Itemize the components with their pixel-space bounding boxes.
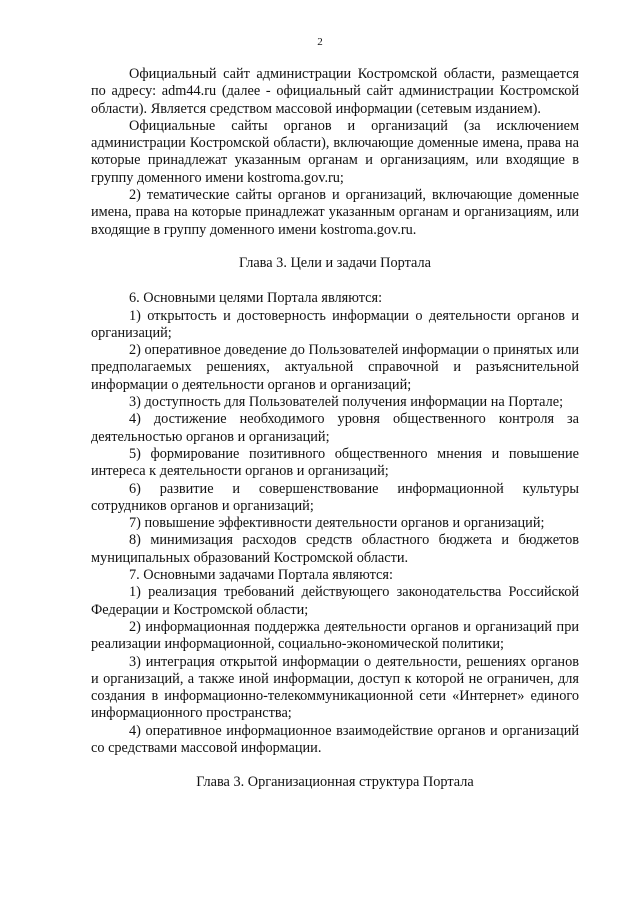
page-number: 2 — [317, 36, 323, 48]
task-item-3: 3) интеграция открытой информации о деятельности, решениях органов и организаций, а также иной информации, доступ к которой не ограничен, для создания в информационно-телекоммуникационной сети «Интернет» единого информационного пространства; — [91, 653, 579, 722]
chapter-heading-structure: Глава 3. Организационная структура Портала — [196, 774, 474, 791]
goal-item-6: 6) развитие и совершенствование информационной культуры сотрудников органов и организаций; — [91, 480, 579, 514]
task-item-1: 1) реализация требований действующего законодательства Российской Федерации и Костромской области; — [91, 584, 579, 618]
chapter-heading-goals: Глава 3. Цели и задачи Портала — [239, 254, 431, 271]
paragraph-thematic-sites: 2) тематические сайты органов и организаций, включающие доменные имена, права на которые принадлежат указанным органам и организациям, или входящие в группу доменного имени kostroma.gov.ru. — [91, 187, 579, 238]
goal-item-5: 5) формирование позитивного общественного мнения и повышение интереса к деятельности органов и организаций; — [91, 445, 579, 480]
goal-item-7: 7) повышение эффективности деятельности органов и организаций; — [129, 515, 545, 532]
paragraph-tasks-intro: 7. Основными задачами Портала являются: — [129, 567, 393, 584]
paragraph-organ-sites: Официальные сайты органов и организаций (за исключением администрации Костромской области), включающие доменные имена, права на которые принадлежат указанным органам и организациям, или входящие в группу доменного имени kostroma.gov.ru; — [91, 117, 579, 186]
goal-item-3: 3) доступность для Пользователей получения информации на Портале; — [129, 394, 564, 411]
task-item-4: 4) оперативное информационное взаимодействие органов и организаций со средствами массовой информации. — [91, 722, 579, 756]
document-body — [91, 66, 579, 792]
paragraph-goals-intro: 6. Основными целями Портала являются: — [129, 290, 383, 307]
goal-item-2: 2) оперативное доведение до Пользователей информации о принятых или предполагаемых решениях, актуальной справочной и разъяснительной информации о деятельности органов и организаций; — [91, 342, 579, 393]
task-item-2: 2) информационная поддержка деятельности органов и организаций при реализации информационной, социально-экономической политики; — [91, 618, 579, 653]
goal-item-8: 8) минимизация расходов средств областного бюджета и бюджетов муниципальных образований Костромской области. — [91, 532, 579, 566]
paragraph-official-site: Официальный сайт администрации Костромской области, размещается по адресу: adm44.ru (далее - официальный сайт администрации Костромской области). Является средством массовой информации (сетевым изданием). — [91, 66, 579, 117]
goal-item-4: 4) достижение необходимого уровня общественного контроля за деятельностью органов и организаций; — [91, 411, 579, 445]
goal-item-1: 1) открытость и достоверность информации о деятельности органов и организаций; — [91, 307, 579, 341]
